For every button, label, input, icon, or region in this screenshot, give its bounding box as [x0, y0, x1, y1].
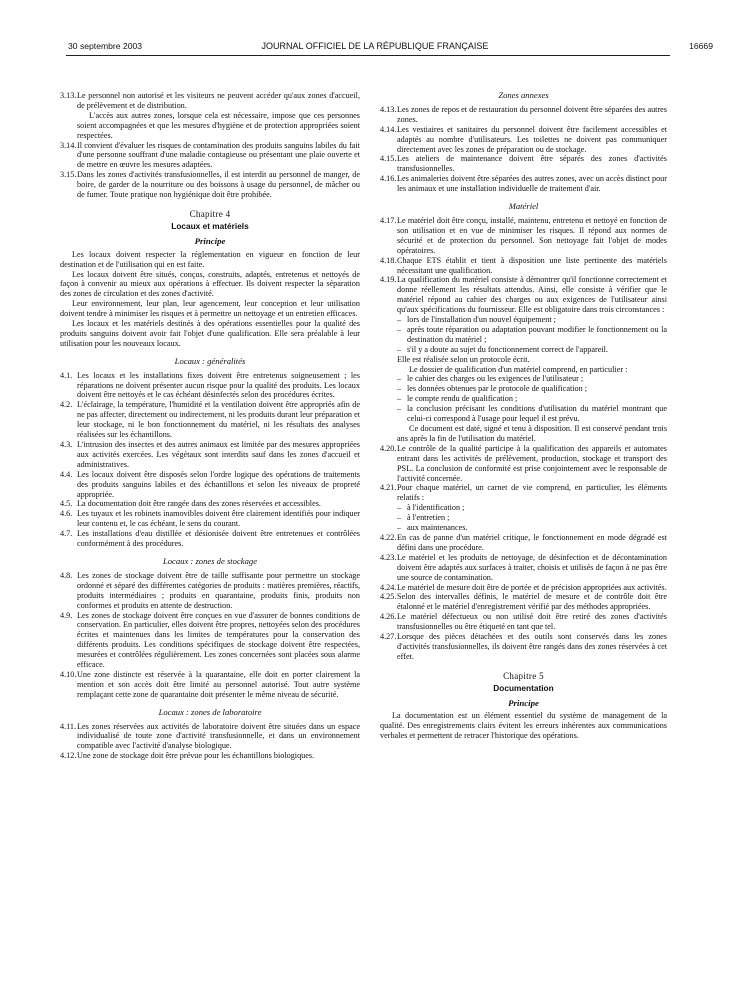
article-4-11: 4.11. Les zones réservées aux activités de laboratoire doivent être situées dans un espace individualisé de toute zone d'activité transfusionnelle, et dans un environnement compatible avec l'activité d'analyse biologique. — [60, 721, 360, 751]
list-item: – le cahier des charges ou les exigences de l'utilisateur ; — [397, 374, 584, 384]
article-4-16: 4.16. Les animaleries doivent être séparées des autres zones, avec un accès distinct pour les animaux et une installation individuelle de traitement d'air. — [380, 174, 667, 194]
article-4-19-protocol: Elle est réalisée selon un protocole écrit. — [397, 354, 530, 364]
article-4-18: 4.18. Chaque ETS établit et tient à disposition une liste pertinente des matériels nécessitant une qualification. — [380, 255, 667, 275]
article-4-24: 4.24. Le matériel de mesure doit être de portée et de précision appropriées aux activités. — [380, 582, 667, 592]
header-rule — [66, 55, 670, 56]
section-locaux-generalites: Locaux : généralités — [174, 355, 246, 366]
chapter-4-title: Locaux et matériels — [171, 220, 249, 231]
right-column — [380, 91, 667, 741]
chapter-4-heading: Chapitre 4 — [189, 208, 231, 219]
article-4-19: 4.19. La qualification du matériel consiste à démontrer qu'il fonctionne correctement et donne réellement les résultats attendus. Ainsi, elle consiste à vérifier que le matériel répond au cahier des charges ou aux exigences de l'utilisateur ainsi qu'aux spécifications du fournisseur. Elle est obligatoire dans trois circonstances : — [380, 275, 667, 315]
article-3-15: 3.15. Dans les zones d'activités transfusionnelles, il est interdit au personnel de manger, de boire, de garder de la nourriture ou des boissons à usage du personnel, de mâcher ou de fumer. Toute pratique non hygiénique doit être prohibée. — [60, 170, 360, 200]
list-item: – lors de l'installation d'un nouvel équipement ; — [397, 315, 556, 325]
chapter-5-heading: Chapitre 5 — [503, 670, 544, 681]
article-4-19-dossier: Le dossier de qualification d'un matériel comprend, en particulier : — [409, 364, 628, 374]
header-date: 30 septembre 2003 — [68, 41, 143, 51]
article-4-5: 4.5. La documentation doit être rangée dans des zones réservées et accessibles. — [60, 499, 321, 509]
article-4-10: 4.10. Une zone distincte est réservée à la quarantaine, elle doit en porter clairement la mention et son accès doit être limité au personnel autorisé. Tout autre système remplaçant cette zone de quarantaine doit présenter le même niveau de sécurité. — [60, 669, 360, 699]
left-column — [60, 91, 360, 761]
list-item: – à l'entretien ; — [397, 513, 450, 523]
article-4-7: 4.7. Les installations d'eau distillée et désionisée doivent être entretenues et contrôlées conformément à des procédures. — [60, 529, 360, 549]
section-materiel: Matériel — [508, 201, 539, 212]
documentation-paragraph: La documentation est un élément essentiel du système de management de la qualité. Des enregistrements clairs évitent les erreurs inhérentes aux communications verbales et permettent de retracer l'historique des opérations. — [380, 711, 667, 741]
article-3-13: 3.13. Le personnel non autorisé et les visiteurs ne peuvent accéder qu'aux zones d'accueil, de prélèvement et de distribution. — [60, 91, 360, 110]
principe-heading: Principe — [508, 697, 539, 708]
article-4-15: 4.15. Les ateliers de maintenance doivent être séparés des zones d'activités transfusionnelles. — [380, 154, 667, 174]
section-zones-de-stockage: Locaux : zones de stockage — [162, 555, 258, 566]
list-item: – le compte rendu de qualification ; — [397, 394, 518, 404]
chapter-5-title: Documentation — [493, 682, 554, 693]
page-header — [40, 41, 713, 55]
journal-title: JOURNAL OFFICIEL DE LA RÉPUBLIQUE FRANÇAISE — [261, 41, 489, 51]
article-4-21: 4.21. Pour chaque matériel, un carnet de vie comprend, en particulier, les éléments relatifs : — [380, 483, 667, 503]
article-4-20: 4.20. Le contrôle de la qualité participe à la qualification des appareils et automates entrant dans les activités de prélèvement, production, stockage et transport des PSL. La conclusion de conformité est prise conjointement avec le responsable de l'activité concernée. — [380, 443, 667, 483]
article-3-13-paragraph: L'accès aux autres zones, lorsque cela est nécessaire, impose que ces personnes soient accompagnées et que les mesures d'hygiène et de protection appropriées soient respectées. — [77, 110, 360, 140]
article-4-26: 4.26. Le matériel défectueux ou non utilisé doit être retiré des zones d'activités transfusionnelles ou être étiqueté en tant que tel. — [380, 612, 667, 632]
list-item: – à l'identification ; — [397, 503, 465, 513]
principe-paragraph-3: Leur environnement, leur plan, leur agencement, leur conception et leur utilisation doivent tendre à minimiser les risques et à permettre un nettoyage et un entretien efficaces. — [60, 299, 360, 319]
list-item: – la conclusion précisant les conditions d'utilisation du matériel montrant que celui-ci correspond à l'usage pour lequel il est prévu. — [397, 404, 667, 424]
article-4-27: 4.27. Lorsque des pièces détachées et des outils sont conservés dans les zones d'activités transfusionnelles, ils doivent être rangés dans des zones réservées à cet effet. — [380, 632, 667, 661]
list-item: – s'il y a doute au sujet du fonctionnement correct de l'appareil. — [397, 344, 608, 354]
article-4-6: 4.6. Les tuyaux et les robinets inamovibles doivent être clairement identifiés pour indiquer leur contenu et, le cas échéant, le sens du courant. — [60, 509, 360, 529]
list-item: – aux maintenances. — [397, 523, 468, 533]
article-4-17: 4.17. Le matériel doit être conçu, installé, maintenu, entretenu et nettoyé en fonction de son utilisation et en vue de minimiser les risques. Il répond aux normes de sécurité et de protection du personnel. Son nettoyage fait l'objet de modes opératoires. — [380, 215, 667, 255]
list-item: – après toute réparation ou adaptation pouvant modifier le fonctionnement ou la destination du matériel ; — [397, 324, 667, 344]
article-4-25: 4.25. Selon des intervalles définis, le matériel de mesure et de contrôle doit être étalonné et le matériel d'enregistrement vérifié par des méthodes appropriées. — [380, 592, 667, 612]
principe-paragraph-1: Les locaux doivent respecter la réglementation en vigueur en fonction de leur destination et de l'utilisation qui en est faite. — [60, 249, 360, 269]
article-4-14: 4.14. Les vestiaires et sanitaires du personnel doivent être facilement accessibles et adaptés au nombre d'utilisateurs. Les toilettes ne doivent pas communiquer directement avec les zones de préparation ou de stockage. — [380, 124, 667, 154]
section-zones-annexes: Zones annexes — [498, 90, 549, 100]
article-4-3: 4.3. L'intrusion des insectes et des autres animaux est limitée par des mesures appropriées aux activités exercées. Les végétaux sont interdits sauf dans les zones d'accueil et administratives. — [60, 440, 360, 469]
section-zones-de-laboratoire: Locaux : zones de laboratoire — [158, 706, 262, 717]
article-3-14: 3.14. Il convient d'évaluer les risques de contamination des produits sanguins labiles du fait d'une personne souffrant d'une maladie contagieuse ou présentant une plaie ouverte et de mettre en œuvre les mesures adaptées. — [60, 140, 360, 170]
principe-heading: Principe — [194, 235, 226, 246]
list-item: – les données obtenues par le protocole de qualification ; — [397, 384, 588, 394]
article-4-23: 4.23. Le matériel et les produits de nettoyage, de désinfection et de décontamination doivent être adaptés aux surfaces à traiter, choisis et utilisés de façon à ne pas être une source de contamination. — [380, 552, 667, 582]
article-4-2: 4.2. L'éclairage, la température, l'humidité et la ventilation doivent être appropriés afin de ne pas affecter, directement ou indirectement, ni les produits durant leur préparation et leur stockage, ni le bon fonctionnement du matériel, ni les résultats des analyses réalisées sur les échantillons. — [60, 400, 360, 440]
article-4-1: 4.1. Les locaux et les installations fixes doivent être entretenus soigneusement ; les réparations ne doivent présenter aucun risque pour la qualité des produits. Les locaux doivent être nettoyés et le cas échéant désinfectés selon des procédures écrites. — [60, 370, 360, 400]
principe-paragraph-4: Les locaux et les matériels destinés à des opérations essentielles pour la qualité des produits sanguins doivent avoir fait l'objet d'une qualification. Elle sera préalable à leur utilisation pour les nouveaux locaux. — [60, 319, 360, 348]
article-4-9: 4.9. Les zones de stockage doivent être conçues en vue d'assurer de bonnes conditions de conservation. En particulier, elles doivent être propres, nettoyées selon des procédures écrites et maintenues dans les limites de températures pour la conservation des différents produits. Les conditions spécifiques de stockage doivent être respectées, mesurées et contrôlées régulièrement. Les zones concernées sont placées sous alarme efficace. — [60, 610, 360, 670]
article-4-13: 4.13. Les zones de repos et de restauration du personnel doivent être séparées des autres zones. — [380, 104, 667, 124]
article-4-4: 4.4. Les locaux doivent être disposés selon l'ordre logique des opérations de traitements des produits sanguins labiles et des échantillons et selon les niveaux de propreté appropriée. — [60, 469, 360, 499]
principe-paragraph-2: Les locaux doivent être situés, conçus, construits, adaptés, entretenus et nettoyés de façon à convenir au mieux aux opérations à effectuer. Ils doivent respecter la séparation des zones de circulation et des zones d'activité. — [60, 269, 360, 299]
article-4-19-document: Ce document est daté, signé et tenu à disposition. Il est conservé pendant trois ans après la fin de l'utilisation du matériel. — [397, 424, 667, 443]
article-4-12: 4.12. Une zone de stockage doit être prévue pour les échantillons biologiques. — [60, 751, 315, 761]
article-4-22: 4.22. En cas de panne d'un matériel critique, le fonctionnement en mode dégradé est défini dans une procédure. — [380, 532, 667, 552]
article-4-8: 4.8. Les zones de stockage doivent être de taille suffisante pour permettre un stockage ordonné et séparé des différentes catégories de produits : matières premières, réactifs, produits intermédiaires ; produits en quarantaine, produits finis, produits non conformes et produits en attente de destruction. — [60, 570, 360, 610]
page-number: 16669 — [689, 41, 713, 51]
